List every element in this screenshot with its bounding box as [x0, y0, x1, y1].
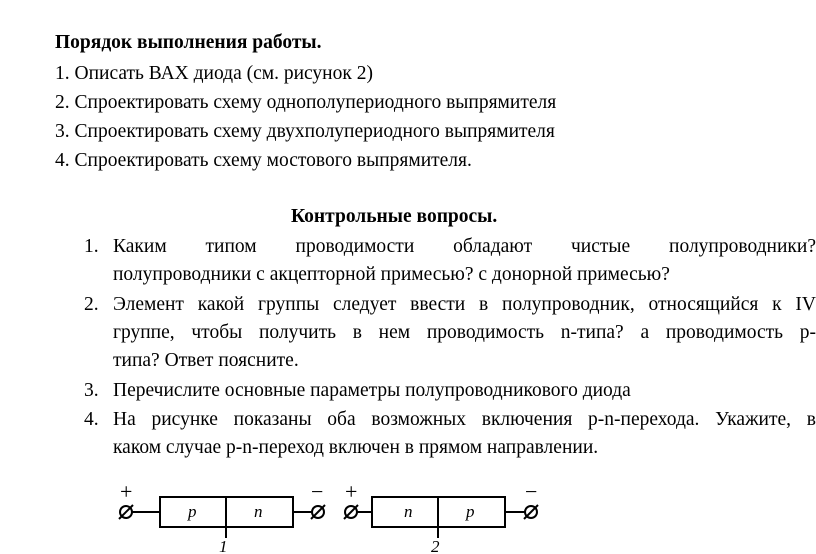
region-label: p	[466, 502, 475, 521]
question-number: 1.	[84, 236, 99, 257]
circuit-2	[344, 497, 538, 538]
procedure-step: 3. Спроектировать схему двухполупериодного выпрямителя	[55, 121, 555, 142]
question-line: Элемент какой группы следует ввести в полупроводник, относящийся к IV	[113, 294, 816, 315]
question-line: полупроводники с акцепторной примесью? с донорной примесью?	[113, 264, 670, 285]
circuit-label: 1	[219, 537, 228, 554]
circuit-label: 2	[431, 537, 440, 554]
procedure-step: 4. Спроектировать схему мостового выпрямителя.	[55, 150, 472, 171]
region-label: n	[254, 502, 263, 521]
procedure-heading: Порядок выполнения работы.	[55, 32, 322, 53]
question-number: 2.	[84, 294, 99, 315]
minus-sign: −	[311, 479, 324, 504]
procedure-step: 2. Спроектировать схему однополупериодного выпрямителя	[55, 92, 557, 113]
question-number: 3.	[84, 380, 99, 401]
question-number: 4.	[84, 409, 99, 430]
region-label: n	[404, 502, 413, 521]
question-line: Каким типом проводимости обладают чистые полупроводники?	[113, 236, 816, 257]
question-line: На рисунке показаны оба возможных включения p-n-перехода. Укажите, в	[113, 409, 816, 430]
procedure-step: 1. Описать ВАХ диода (см. рисунок 2)	[55, 63, 373, 84]
region-label: p	[188, 502, 197, 521]
minus-sign: −	[525, 479, 538, 504]
circuit-1	[119, 497, 325, 538]
question-line: Перечислите основные параметры полупроводникового диода	[113, 380, 631, 401]
question-line: типа? Ответ поясните.	[113, 350, 299, 371]
questions-heading: Контрольные вопросы.	[291, 206, 498, 227]
plus-sign: +	[345, 479, 358, 504]
plus-sign: +	[120, 479, 133, 504]
question-line: каком случае p-n-переход включен в прямом направлении.	[113, 437, 599, 458]
question-line: группе, чтобы получить в нем проводимость n-типа? а проводимость p-	[113, 322, 816, 343]
